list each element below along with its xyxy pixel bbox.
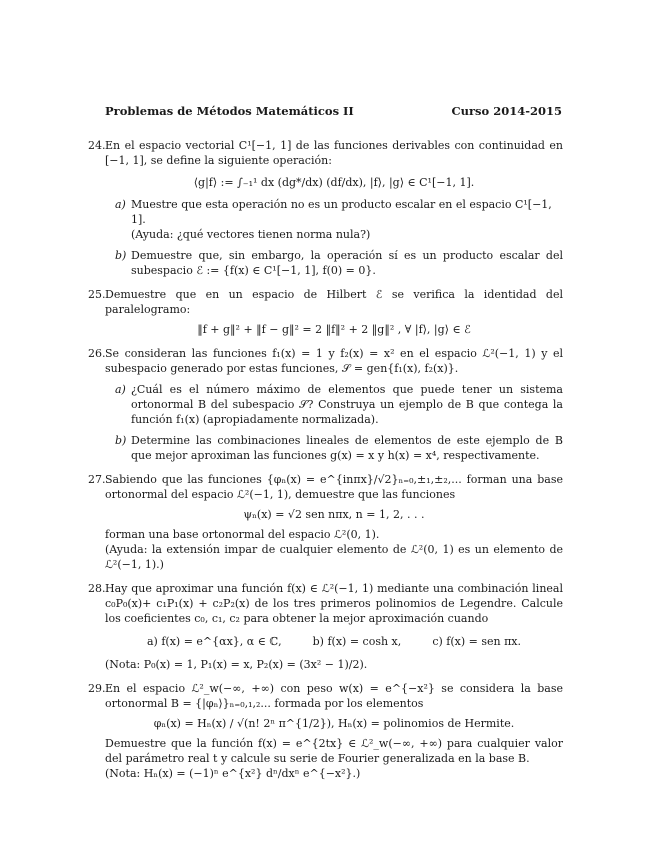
problem-24 [88,138,563,278]
subpart-label: a) [115,198,126,211]
page-header [105,104,562,119]
problem-25 [88,287,563,337]
subpart-a [105,197,563,242]
subpart-text: ¿Cuál es el número máximo de elementos que puede tener un sistema ortonormal B del subespacio 𝒮? Construya un ejemplo de B que contega la función f₁(x) (apropiadamente normalizada). [131,383,563,426]
hint-note: (Ayuda: ¿qué vectores tienen norma nula?) [131,228,371,241]
subpart-b [105,433,563,463]
hint-note: (Ayuda: la extensión impar de cualquier elemento de ℒ²(0, 1) es un elemento de ℒ²(−1, 1).) [105,543,563,571]
case-list [105,634,563,649]
problem-number: 28. [88,582,106,595]
subpart-text: Muestre que esta operación no es un producto escalar en el espacio C¹[−1, 1]. [131,198,552,226]
case-item: a) f(x) = e^{αx}, α ∈ ℂ, [147,635,282,648]
problem-number: 24. [88,139,106,152]
document-title: Problemas de Métodos Matemáticos II [105,104,354,118]
subpart-b [105,248,563,278]
problem-text: Demuestre que en un espacio de Hilbert ℰ se verifica la identidad del paralelogramo: [105,288,563,316]
problem-number: 26. [88,347,106,360]
hint-note: (Nota: Hₙ(x) = (−1)ⁿ e^{x²} dⁿ/dxⁿ e^{−x²}.) [105,767,361,780]
problem-text: En el espacio vectorial C¹[−1, 1] de las funciones derivables con continuidad en [−1, 1], se define la siguiente operación: [105,139,563,167]
subpart-label: b) [115,434,127,447]
problem-27 [88,472,563,572]
case-item: c) f(x) = sen πx. [432,635,521,648]
problem-text: Hay que aproximar una función f(x) ∈ ℒ²(−1, 1) mediante una combinación lineal c₀P₀(x)+ c₁P₁(x) + c₂P₂(x) de los tres primeros polinomios de Legendre. Calcule los coeficientes c₀, c₁, c₂ para obtener la mejor aproximación cuando [105,582,563,625]
course-label: Curso 2014-2015 [451,104,562,118]
problem-number: 29. [88,682,106,695]
display-formula: ψₙ(x) = √2 sen nπx, n = 1, 2, . . . [243,508,425,521]
problem-text: Se consideran las funciones f₁(x) = 1 y f₂(x) = x² en el espacio ℒ²(−1, 1) y el subespacio generado por estas funciones, 𝒮 = gen{f₁(x), f₂(x)}. [105,347,563,375]
display-formula: ‖f + g‖² + ‖f − g‖² = 2 ‖f‖² + 2 ‖g‖² , ∀ |f⟩, |g⟩ ∈ ℰ [197,323,471,336]
problem-text-continued: Demuestre que la función f(x) = e^{2tx} ∈ ℒ²_w(−∞, +∞) para cualquier valor del parámetro real t y calcule su serie de Fourier generalizada en la base B. [105,737,563,765]
display-formula: ⟨g|f⟩ := ∫₋₁¹ dx (dg*/dx) (df/dx), |f⟩, |g⟩ ∈ C¹[−1, 1]. [193,176,475,189]
hint-note: (Nota: P₀(x) = 1, P₁(x) = x, P₂(x) = (3x² − 1)/2). [105,658,368,671]
problem-list [88,138,563,790]
subpart-label: a) [115,383,126,396]
problem-text-continued: forman una base ortonormal del espacio ℒ²(0, 1). [105,528,380,541]
display-formula: φₙ(x) = Hₙ(x) / √(n! 2ⁿ π^{1/2}), Hₙ(x) = polinomios de Hermite. [153,717,515,730]
subpart-label: b) [115,249,127,262]
problem-29 [88,681,563,781]
problem-text: Sabiendo que las funciones {φₙ(x) = e^{inπx}/√2}ₙ₌₀,±₁,±₂,... forman una base ortonormal del espacio ℒ²(−1, 1), demuestre que las funciones [105,473,563,501]
problem-26 [88,346,563,463]
subpart-text: Determine las combinaciones lineales de elementos de este ejemplo de B que mejor aproximan las funciones g(x) = x y h(x) = x⁴, respectivamente. [131,434,563,462]
subpart-a [105,382,563,427]
problem-28 [88,581,563,672]
case-item: b) f(x) = cosh x, [312,635,402,648]
subpart-text: Demuestre que, sin embargo, la operación sí es un producto escalar del subespacio ℰ := {f(x) ∈ C¹[−1, 1], f(0) = 0}. [131,249,563,277]
problem-number: 27. [88,473,106,486]
problem-number: 25. [88,288,106,301]
problem-text: En el espacio ℒ²_w(−∞, +∞) con peso w(x) = e^{−x²} se considera la base ortonormal B = {|φₙ⟩}ₙ₌₀,₁,₂... formada por los elementos [105,682,563,710]
